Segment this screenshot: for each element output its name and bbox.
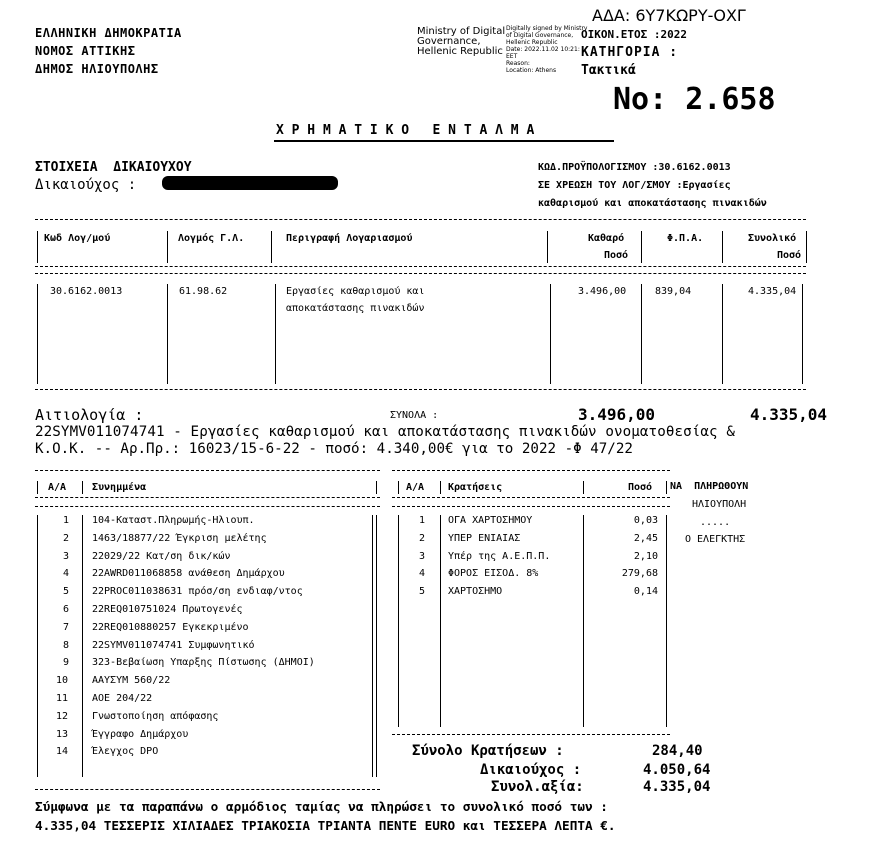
divider (392, 470, 670, 471)
col-line (82, 481, 83, 494)
attachment-name: 104-Καταστ.Πληρωμής-Ηλιουπ. (92, 515, 255, 526)
attachment-number: 8 (63, 639, 70, 651)
signature-details: Digitally signed by Ministry of Digital Governance, Hellenic Republic Date: 2022.11.02 10:21: EET Reason: Location: Athens (506, 25, 588, 74)
col-line (376, 515, 377, 777)
col-line (37, 481, 38, 494)
attachment-name: 22029/22 Κατ/ση δικ/κών (92, 550, 231, 562)
justification-text: 22SYMV011074741 - Εργασίες καθαρισμού και αποκατάστασης πινακιδών ονοματοθεσίας & (35, 424, 735, 440)
attachment-number: 12 (56, 710, 69, 722)
attachment-name: Γνωστοποίηση απόφασης (92, 710, 219, 722)
col-line (37, 231, 38, 263)
col-line (398, 515, 399, 727)
redacted-name (162, 176, 338, 190)
col-line (547, 231, 548, 263)
budget-code: ΚΩΔ.ΠΡΟΫΠΟΛΟΓΙΣΜΟΥ :30.6162.0013 (538, 162, 731, 173)
deduction-name: ΦΟΡΟΣ ΕΙΣΟΔ. 8% (448, 568, 539, 580)
attachment-number: 6 (63, 604, 70, 615)
header-vat: Φ.Π.Α. (667, 233, 704, 244)
paid-heading: ΝΑ ΠΛΗΡΩΘΟΥΝ (670, 481, 749, 492)
paid-controller: Ο ΕΛΕΓΚΤΗΣ (685, 534, 746, 545)
col-line (167, 231, 168, 263)
col-line (167, 284, 168, 384)
col-line (666, 481, 667, 494)
attachment-name: 22PROC011038631 πρόσ/ση ενδιαφ/ντος (92, 586, 303, 598)
attachment-number: 7 (63, 621, 70, 633)
header-description: Περιγραφή Λογαριασμού (286, 233, 413, 244)
col-line (275, 284, 276, 384)
deduction-number: 3 (419, 550, 426, 562)
divider (35, 789, 380, 790)
attachment-number: 13 (56, 728, 69, 740)
col-line (550, 284, 551, 384)
attachment-number: 4 (63, 568, 70, 580)
row-net: 3.496,00 (578, 286, 627, 297)
col-line (722, 231, 723, 263)
deduction-name: Υπέρ της Α.Ε.Π.Π. (448, 550, 551, 562)
col-line (37, 284, 38, 384)
deduction-amount: 279,68 (621, 568, 658, 580)
deductions-total-value: 284,40 (652, 743, 703, 759)
sum-net: 3.496,00 (578, 405, 656, 424)
issuer-line: ΔΗΜΟΣ ΗΛΙΟΥΠΟΛΗΣ (35, 62, 159, 76)
divider (35, 266, 806, 267)
deduction-amount: 0,03 (633, 515, 658, 526)
divider (392, 734, 670, 735)
attachments-header-name: Συνημμένα (92, 482, 147, 493)
budget-charge: ΣΕ ΧΡΕΩΣΗ ΤΟΥ ΛΟΓ/ΣΜΟΥ :Εργασίες (538, 180, 731, 191)
attachment-number: 5 (63, 586, 70, 598)
col-line (641, 231, 642, 263)
paid-dots: ..... (700, 517, 731, 528)
divider (35, 219, 806, 220)
category-label: ΚΑΤΗΓΟΡΙΑ : (581, 45, 679, 60)
document-number: No: 2.658 (613, 82, 776, 117)
col-line (722, 284, 723, 384)
grand-total-label: Συνολ.αξία: (491, 779, 584, 795)
justification-text: Κ.Ο.Κ. -- Αρ.Πρ.: 16023/15-6-22 - ποσό: 4.340,00€ για το 2022 -Φ 47/22 (35, 441, 633, 457)
header-total: Ποσό (777, 250, 802, 261)
divider (35, 497, 380, 498)
deduction-number: 5 (419, 586, 426, 598)
col-line (641, 284, 642, 384)
col-line (440, 515, 441, 727)
beneficiary-label: Δικαιούχος : (35, 177, 137, 193)
attachment-number: 10 (56, 675, 69, 687)
title-underline (274, 140, 614, 142)
justification-label: Αιτιολογία : (35, 406, 144, 424)
col-line (82, 515, 83, 777)
attachment-name: ΑΑΥΣΥΜ 560/22 (92, 675, 171, 687)
beneficiary-total-value: 4.050,64 (643, 762, 711, 778)
col-line (398, 481, 399, 494)
header-total: Συνολικό (748, 233, 797, 244)
attachment-number: 2 (63, 532, 70, 544)
attachment-number: 11 (56, 693, 69, 704)
deduction-name: ΧΑΡΤΟΣΗΜΟ (448, 586, 503, 598)
row-gl: 61.98.62 (179, 286, 228, 297)
col-line (440, 481, 441, 494)
attachment-name: 22REQ010880257 Εγκεκριμένο (92, 621, 249, 633)
deduction-number: 1 (419, 515, 426, 526)
col-line (583, 481, 584, 494)
attachment-name: 22REQ010751024 Πρωτογενές (92, 604, 243, 615)
beneficiary-total-label: Δικαιούχος : (480, 762, 582, 778)
divider (392, 497, 670, 498)
col-line (802, 284, 803, 384)
deduction-amount: 2,10 (633, 550, 658, 562)
header-net: Ποσό (604, 250, 629, 261)
grand-total-value: 4.335,04 (643, 779, 711, 795)
col-line (271, 231, 272, 263)
ada-code: ΑΔΑ: 6Υ7ΚΩΡΥ-ΟΧΓ (592, 6, 746, 25)
closing-text: Σύμφωνα με τα παραπάνω ο αρμόδιος ταμίας να πληρώσει το συνολικό ποσό των : (35, 799, 608, 814)
attachment-name: 22SYMV011074741 Συμφωνητικό (92, 639, 255, 651)
attachment-name: 323-Βεβαίωση Υπαρξης Πίστωσης (ΔΗΜΟΙ) (92, 657, 315, 669)
deductions-header-aa: Α/Α (406, 482, 425, 493)
closing-text: 4.335,04 ΤΕΣΣΕΡΙΣ ΧΙΛΙΑΔΕΣ ΤΡΙΑΚΟΣΙΑ ΤΡΙΑΝΤΑ ΠΕΝΤΕ EURO και ΤΕΣΣΕΡΑ ΛΕΠΤΑ €. (35, 818, 616, 833)
sum-total: 4.335,04 (750, 405, 828, 424)
signature-org: Ministry of Digital Governance, Hellenic Republic (417, 26, 506, 57)
divider (392, 506, 670, 507)
issuer-line: ΝΟΜΟΣ ΑΤΤΙΚΗΣ (35, 44, 136, 58)
attachment-name: Έγγραφο Δημάρχου (92, 728, 189, 740)
row-description: Εργασίες καθαρισμού και (286, 286, 425, 297)
attachment-name: 1463/18877/22 Έγκριση μελέτης (92, 532, 267, 544)
row-code: 30.6162.0013 (50, 286, 123, 297)
deduction-amount: 0,14 (633, 586, 658, 598)
header-net: Καθαρό (588, 233, 625, 244)
row-vat: 839,04 (655, 286, 692, 297)
divider (35, 273, 806, 274)
deductions-header-name: Κρατήσεις (448, 482, 503, 493)
col-line (806, 231, 807, 263)
col-line (583, 515, 584, 727)
divider (35, 506, 380, 507)
category-value: Τακτικά (581, 63, 636, 78)
deduction-name: ΟΓΑ ΧΑΡΤΟΣΗΜΟΥ (448, 515, 533, 526)
attachment-number: 3 (63, 550, 70, 562)
row-total: 4.335,04 (748, 286, 797, 297)
sums-label: ΣΥΝΟΛΑ : (390, 410, 439, 421)
divider (35, 389, 806, 390)
deduction-name: ΥΠΕΡ ΕΝΙΑΙΑΣ (448, 532, 521, 544)
deduction-number: 2 (419, 532, 426, 544)
deductions-header-amount: Ποσό (628, 482, 653, 493)
attachment-number: 9 (63, 657, 70, 669)
col-line (372, 515, 373, 777)
attachment-number: 1 (63, 515, 70, 526)
deduction-number: 4 (419, 568, 426, 580)
header-gl: Λογμός Γ.Λ. (178, 233, 245, 244)
document-title: Χ Ρ Η Μ Α Τ Ι Κ Ο Ε Ν Τ Α Λ Μ Α (276, 123, 535, 138)
fiscal-year: ΟΙΚΟΝ.ΕΤΟΣ :2022 (581, 28, 687, 41)
attachment-number: 14 (56, 746, 69, 758)
budget-charge: καθαρισμού και αποκατάστασης πινακιδών (538, 198, 767, 209)
issuer-line: ΕΛΛΗΝΙΚΗ ΔΗΜΟΚΡΑΤΙΑ (35, 26, 182, 40)
col-line (376, 481, 377, 494)
paid-place: ΗΛΙΟΥΠΟΛΗ (692, 499, 747, 510)
attachment-name: Έλεγχος DPO (92, 746, 159, 758)
col-line (666, 515, 667, 727)
attachments-header-aa: Α/Α (48, 482, 67, 493)
deduction-amount: 2,45 (633, 532, 658, 544)
row-description: αποκατάστασης πινακιδών (286, 303, 425, 314)
deductions-total-label: Σύνολο Κρατήσεων : (412, 743, 564, 759)
divider (35, 470, 380, 471)
header-code: Κωδ Λογ/μού (44, 233, 111, 244)
col-line (37, 515, 38, 777)
beneficiary-heading: ΣΤΟΙΧΕΙΑ ΔΙΚΑΙΟΥΧΟΥ (35, 160, 192, 175)
attachment-name: ΑΟΕ 204/22 (92, 693, 153, 704)
attachment-name: 22AWRD011068858 ανάθεση Δημάρχου (92, 568, 285, 580)
